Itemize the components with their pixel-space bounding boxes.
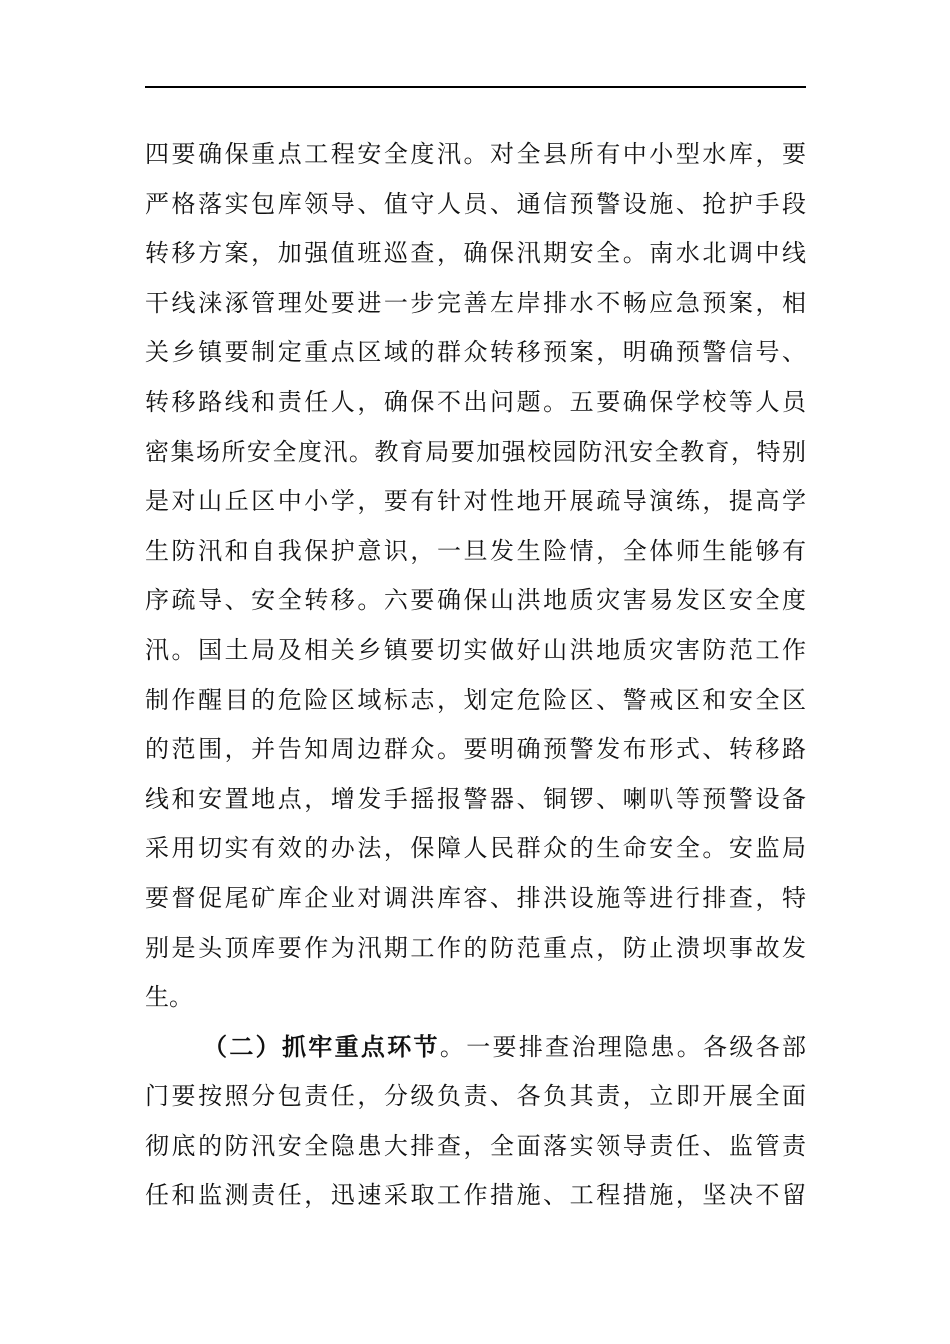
section-2-heading: （二）抓牢重点环节: [203, 1032, 440, 1061]
text-line: 干线涞涿管理处要进一步完善左岸排水不畅应急预案，相: [145, 288, 806, 317]
text-line: 转移路线和责任人，确保不出问题。五要确保学校等人员: [145, 387, 806, 416]
text-line: 彻底的防汛安全隐患大排查，全面落实领导责任、监管责: [145, 1131, 806, 1160]
paragraph-1: [145, 130, 806, 1023]
text-line: 任和监测责任，迅速采取工作措施、工程措施，坚决不留: [145, 1181, 806, 1210]
text-line: 生。: [145, 983, 193, 1012]
paragraph-2: [145, 1023, 806, 1221]
text-line: 线和安置地点，增发手摇报警器、铜锣、喇叭等预警设备: [145, 784, 806, 813]
section-2-first-line: [145, 1023, 806, 1073]
text-line: 关乡镇要制定重点区域的群众转移预案，明确预警信号、: [145, 338, 806, 367]
text-line: 的范围，并告知周边群众。要明确预警发布形式、转移路: [145, 735, 806, 764]
text-line: 序疏导、安全转移。六要确保山洪地质灾害易发区安全度: [145, 586, 806, 615]
text-line: 转移方案，加强值班巡查，确保汛期安全。南水北调中线: [145, 239, 806, 268]
text-line: 严格落实包库领导、值守人员、通信预警设施、抢护手段: [145, 189, 806, 218]
document-body: [145, 130, 806, 1221]
section-2-first-line-text: 。一要排查治理隐患。各级各部: [439, 1032, 807, 1061]
text-line: 要督促尾矿库企业对调洪库容、排洪设施等进行排查，特: [145, 883, 806, 912]
text-line: 生防汛和自我保护意识，一旦发生险情，全体师生能够有: [145, 536, 806, 565]
text-line: 汛。国土局及相关乡镇要切实做好山洪地质灾害防范工作: [145, 635, 806, 664]
header-rule: [145, 86, 806, 88]
text-line: 采用切实有效的办法，保障人民群众的生命安全。安监局: [145, 834, 806, 863]
text-line: 制作醒目的危险区域标志，划定危险区、警戒区和安全区: [145, 685, 806, 714]
text-line: 别是头顶库要作为汛期工作的防范重点，防止溃坝事故发: [145, 933, 806, 962]
text-line: 四要确保重点工程安全度汛。对全县所有中小型水库，要: [145, 140, 806, 168]
text-line: 门要按照分包责任，分级负责、各负其责，立即开展全面: [145, 1082, 806, 1111]
text-line: 密集场所安全度汛。教育局要加强校园防汛安全教育，特别: [145, 437, 806, 466]
text-line: 是对山丘区中小学，要有针对性地开展疏导演练，提高学: [145, 487, 806, 516]
